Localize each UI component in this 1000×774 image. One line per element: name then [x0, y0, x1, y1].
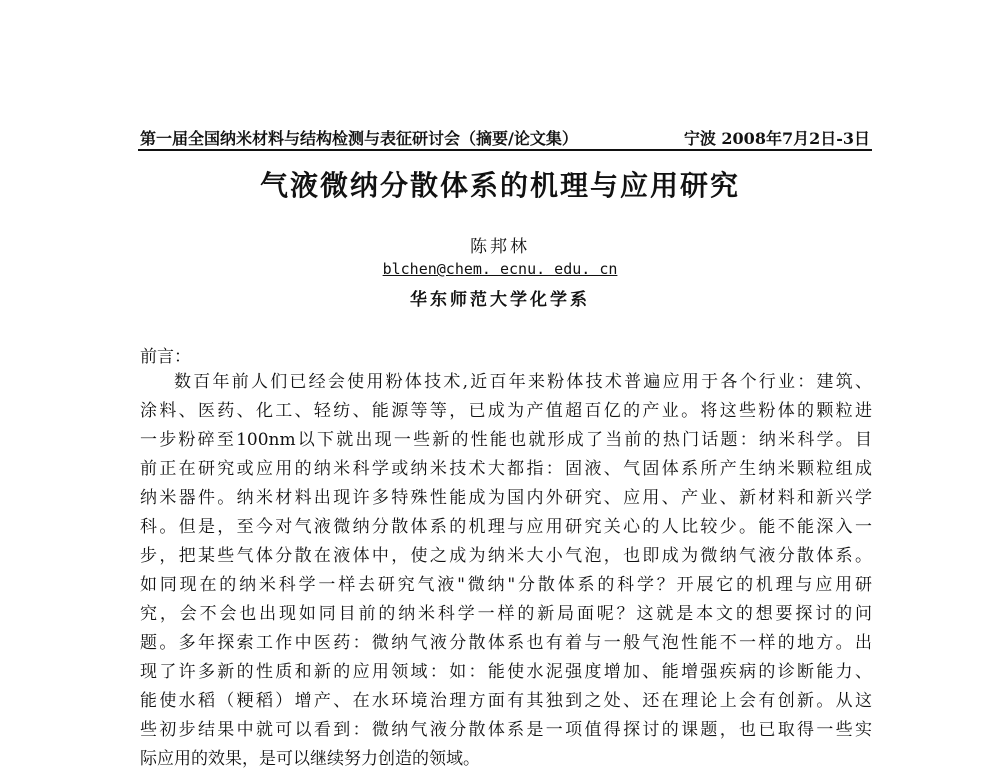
paragraph-line: 数百年前人们已经会使用粉体技术,近百年来粉体技术普遍应用于各个行业：建筑、: [174, 372, 872, 392]
author-name: 陈邦林: [470, 237, 530, 257]
paragraph-line: 科。但是，至今对气液微纳分散体系的机理与应用研究关心的人比较少。能不能深入一: [140, 517, 872, 537]
author-email[interactable]: blchen@chem. ecnu. edu. cn: [382, 260, 618, 278]
paragraph-line: 步，把某些气体分散在液体中，使之成为纳米大小气泡，也即成为微纳气液分散体系。: [140, 546, 872, 566]
paragraph-line: 些初步结果中就可以看到：微纳气液分散体系是一项值得探讨的课题，也已取得一些实: [140, 720, 872, 740]
body-paragraph: [140, 368, 872, 774]
paragraph-line: 际应用的效果，是可以继续努力创造的领域。: [140, 749, 480, 769]
section-heading: 前言：: [140, 347, 191, 367]
paragraph-line: 现了许多新的性质和新的应用领域：如：能使水泥强度增加、能增强疾病的诊断能力、: [140, 662, 872, 682]
paragraph-line: 究，会不会也出现如同目前的纳米科学一样的新局面呢？这就是本文的想要探讨的问: [140, 604, 872, 624]
paragraph-line: 如同现在的纳米科学一样去研究气液"微纳"分散体系的科学？开展它的机理与应用研: [140, 575, 872, 595]
paragraph-line: 前正在研究或应用的纳米科学或纳米技术大都指：固液、气固体系所产生纳米颗粒组成: [140, 459, 872, 479]
location-date: 宁波 2008年7月2日-3日: [683, 129, 870, 148]
paragraph-line: 能使水稻（粳稻）增产、在水环境治理方面有其独到之处、还在理论上会有创新。从这: [140, 691, 872, 711]
paragraph-line: 涂料、医药、化工、轻纺、能源等等，已成为产值超百亿的产业。将这些粉体的颗粒进: [140, 401, 872, 421]
paragraph-line: 题。多年探索工作中医药：微纳气液分散体系也有着与一般气泡性能不一样的地方。出: [140, 633, 872, 653]
paragraph-line: 纳米器件。纳米材料出现许多特殊性能成为国内外研究、应用、产业、新材料和新兴学: [140, 488, 872, 508]
header-rule: [138, 149, 872, 151]
conference-name: 第一届全国纳米材料与结构检测与表征研讨会（摘要/论文集）: [140, 129, 578, 148]
paragraph-line: 一步粉碎至100nm以下就出现一些新的性能也就形成了当前的热门话题：纳米科学。目: [140, 430, 872, 450]
affiliation: 华东师范大学化学系: [410, 290, 590, 310]
paper-title: 气液微纳分散体系的机理与应用研究: [259, 169, 740, 202]
